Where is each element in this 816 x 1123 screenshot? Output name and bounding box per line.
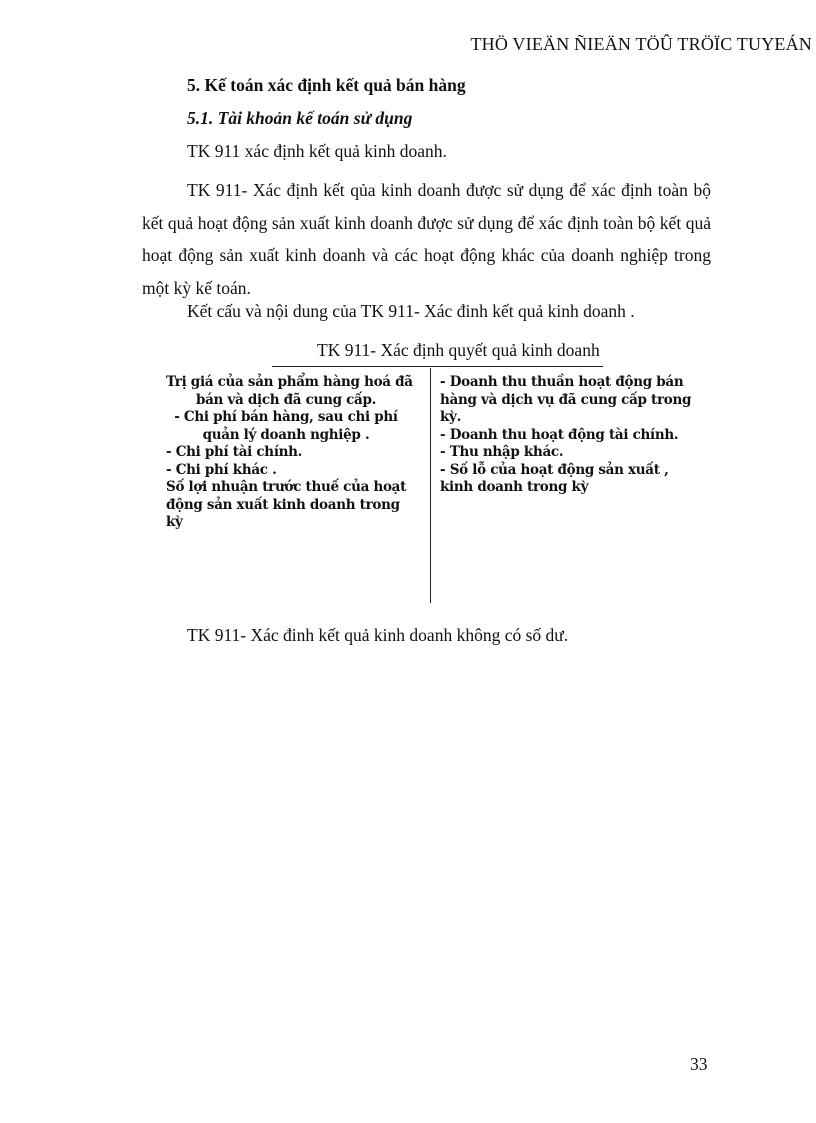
paragraph-2-line: một kỳ kế toán. xyxy=(142,278,251,299)
section-heading: 5. Kế toán xác định kết quả bán hàng xyxy=(187,75,466,95)
paragraph-2-line: TK 911- Xác định kết qủa kinh doanh được sử dụng để xác định toàn bộ xyxy=(187,180,711,200)
t-account-vertical-rule xyxy=(430,368,431,603)
credit-line: - Thu nhập khác. xyxy=(440,444,564,460)
t-account-debit-side xyxy=(166,374,413,532)
credit-line: - Doanh thu thuần hoạt động bán xyxy=(440,374,684,390)
debit-line: - Chi phí bán hàng, sau chi phí xyxy=(174,409,398,425)
debit-line: - Chi phí khác . xyxy=(166,461,277,478)
page-number: 33 xyxy=(690,1054,708,1074)
debit-line: quản lý doanh nghiệp . xyxy=(202,426,370,443)
paragraph-1: TK 911 xác định kết quả kinh doanh. xyxy=(187,141,447,161)
t-account-credit-side xyxy=(440,374,692,497)
debit-line: động sản xuất kinh doanh trong xyxy=(166,496,400,513)
debit-line: - Chi phí tài chính. xyxy=(166,444,303,460)
paragraph-2-line: kết quả hoạt động sản xuất kinh doanh được sử dụng để xác định toàn bộ kết quả xyxy=(142,212,711,233)
t-account-horizontal-rule xyxy=(272,366,603,367)
credit-line: hàng và dịch vụ đã cung cấp trong xyxy=(440,391,692,408)
paragraph-4: TK 911- Xác đinh kết quả kinh doanh không có số dư. xyxy=(187,625,569,645)
credit-line: kinh doanh trong kỳ xyxy=(440,479,589,495)
debit-line: kỳ xyxy=(166,514,183,530)
debit-line: bán và dịch đã cung cấp. xyxy=(195,391,377,408)
t-account-title: TK 911- Xác định quyết quả kinh doanh xyxy=(317,340,600,360)
credit-line: kỳ. xyxy=(440,409,461,425)
paragraph-3: Kết cấu và nội dung của TK 911- Xác đinh kết quả kinh doanh . xyxy=(187,301,635,321)
credit-line: - Doanh thu hoạt động tài chính. xyxy=(440,426,679,443)
debit-line: Số lợi nhuận trước thuế của hoạt xyxy=(166,479,407,495)
debit-line: Trị giá của sản phẩm hàng hoá đã xyxy=(166,374,413,390)
paragraph-2 xyxy=(142,174,711,305)
paragraph-2-line: hoạt động sản xuất kinh doanh và các hoạt động khác của doanh nghiệp trong xyxy=(142,245,711,266)
subsection-heading: 5.1. Tài khoản kế toán sử dụng xyxy=(187,108,413,128)
credit-line: - Số lỗ của hoạt động sản xuất , xyxy=(440,461,669,478)
running-header: THÖ VIEÄN ÑIEÄN TÖÛ TRÖÏC TUYEÁN xyxy=(470,34,812,54)
